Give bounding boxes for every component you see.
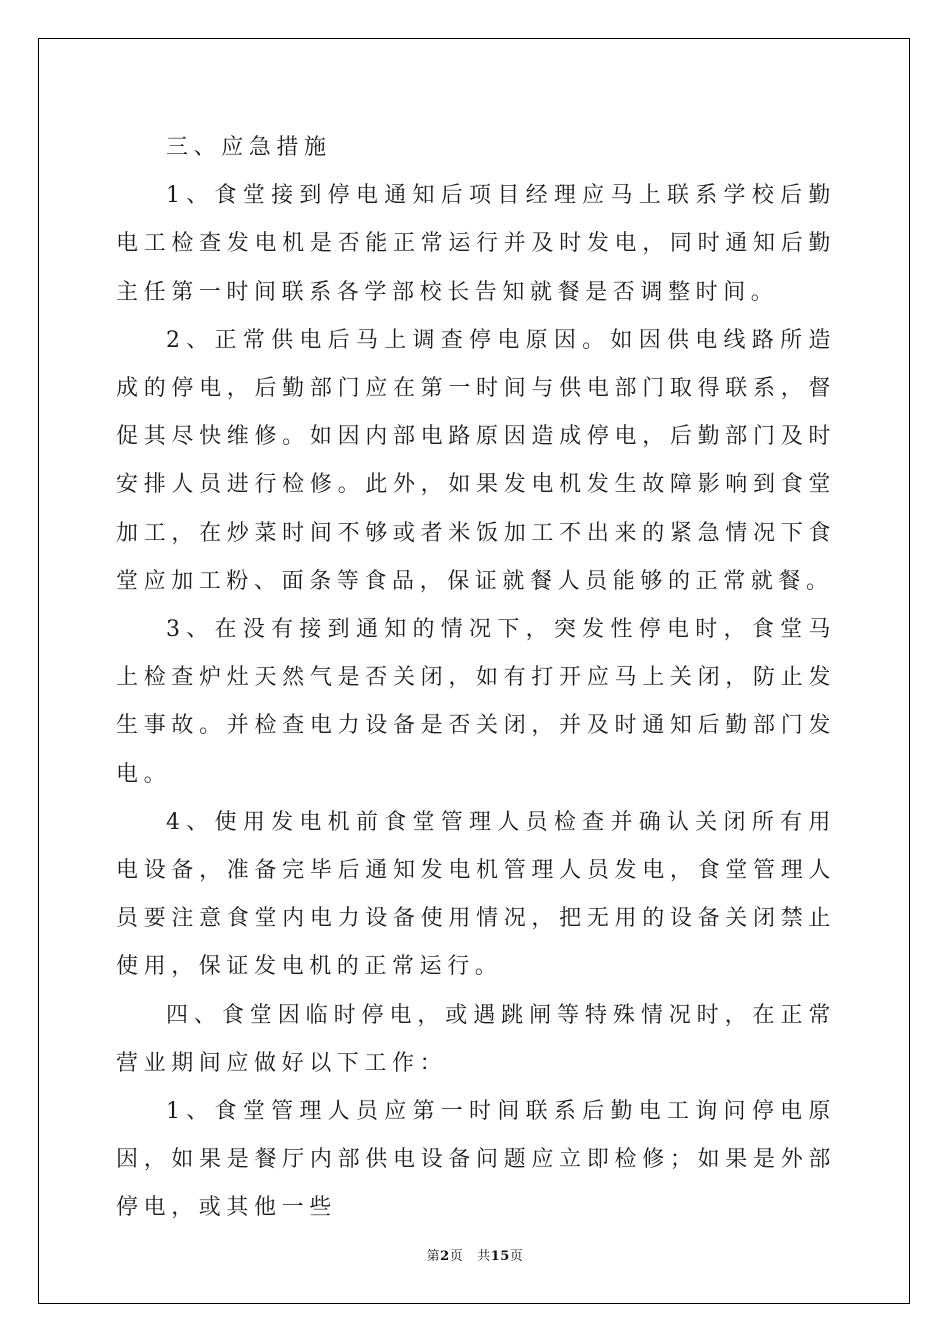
heading-section-four: 四、食堂因临时停电，或遇跳闸等特殊情况时，在正常营业期间应做好以下工作： [116,1002,836,1076]
paragraph-measure-3: 3、在没有接到通知的情况下，突发性停电时，食堂马上检查炉灶天然气是否关闭，如有打开应马上关闭，防止发生事故。并检查电力设备是否关闭，并及时通知后勤部门发电。 [116,617,836,787]
total-suffix: 页 [509,1249,524,1264]
total-prefix: 共 [477,1249,491,1264]
document-body [116,124,836,1233]
paragraph-section-four-item-1: 1、食堂管理人员应第一时间联系后勤电工询问停电原因，如果是餐厅内部供电设备问题应立即检修；如果是外部停电，或其他一些 [116,1099,836,1221]
paragraph-measure-1: 1、食堂接到停电通知后项目经理应马上联系学校后勤电工检查发电机是否能正常运行并及时发电，同时通知后勤主任第一时间联系各学部校长告知就餐是否调整时间。 [116,183,836,305]
paragraph-measure-4: 4、使用发电机前食堂管理人员检查并确认关闭所有用电设备，准备完毕后通知发电机管理人员发电，食堂管理人员要注意食堂内电力设备使用情况，把无用的设备关闭禁止使用，保证发电机的正常运行。 [116,809,836,980]
page-footer [0,1245,950,1264]
page-prefix: 第 [426,1249,441,1264]
total-pages: 15 [490,1249,510,1264]
page-suffix: 页 [449,1249,464,1264]
page-number: 2 [440,1249,450,1264]
heading-emergency-measures: 三、应急措施 [166,135,332,160]
paragraph-measure-2: 2、正常供电后马上调查停电原因。如因供电线路所造成的停电，后勤部门应在第一时间与供电部门取得联系，督促其尽快维修。如因内部电路原因造成停电，后勤部门及时安排人员进行检修。此外，如果发电机发生故障影响到食堂加工，在炒菜时间不够或者米饭加工不出来的紧急情况下食堂应加工粉、面条等食品，保证就餐人员能够的正常就餐。 [116,327,836,594]
